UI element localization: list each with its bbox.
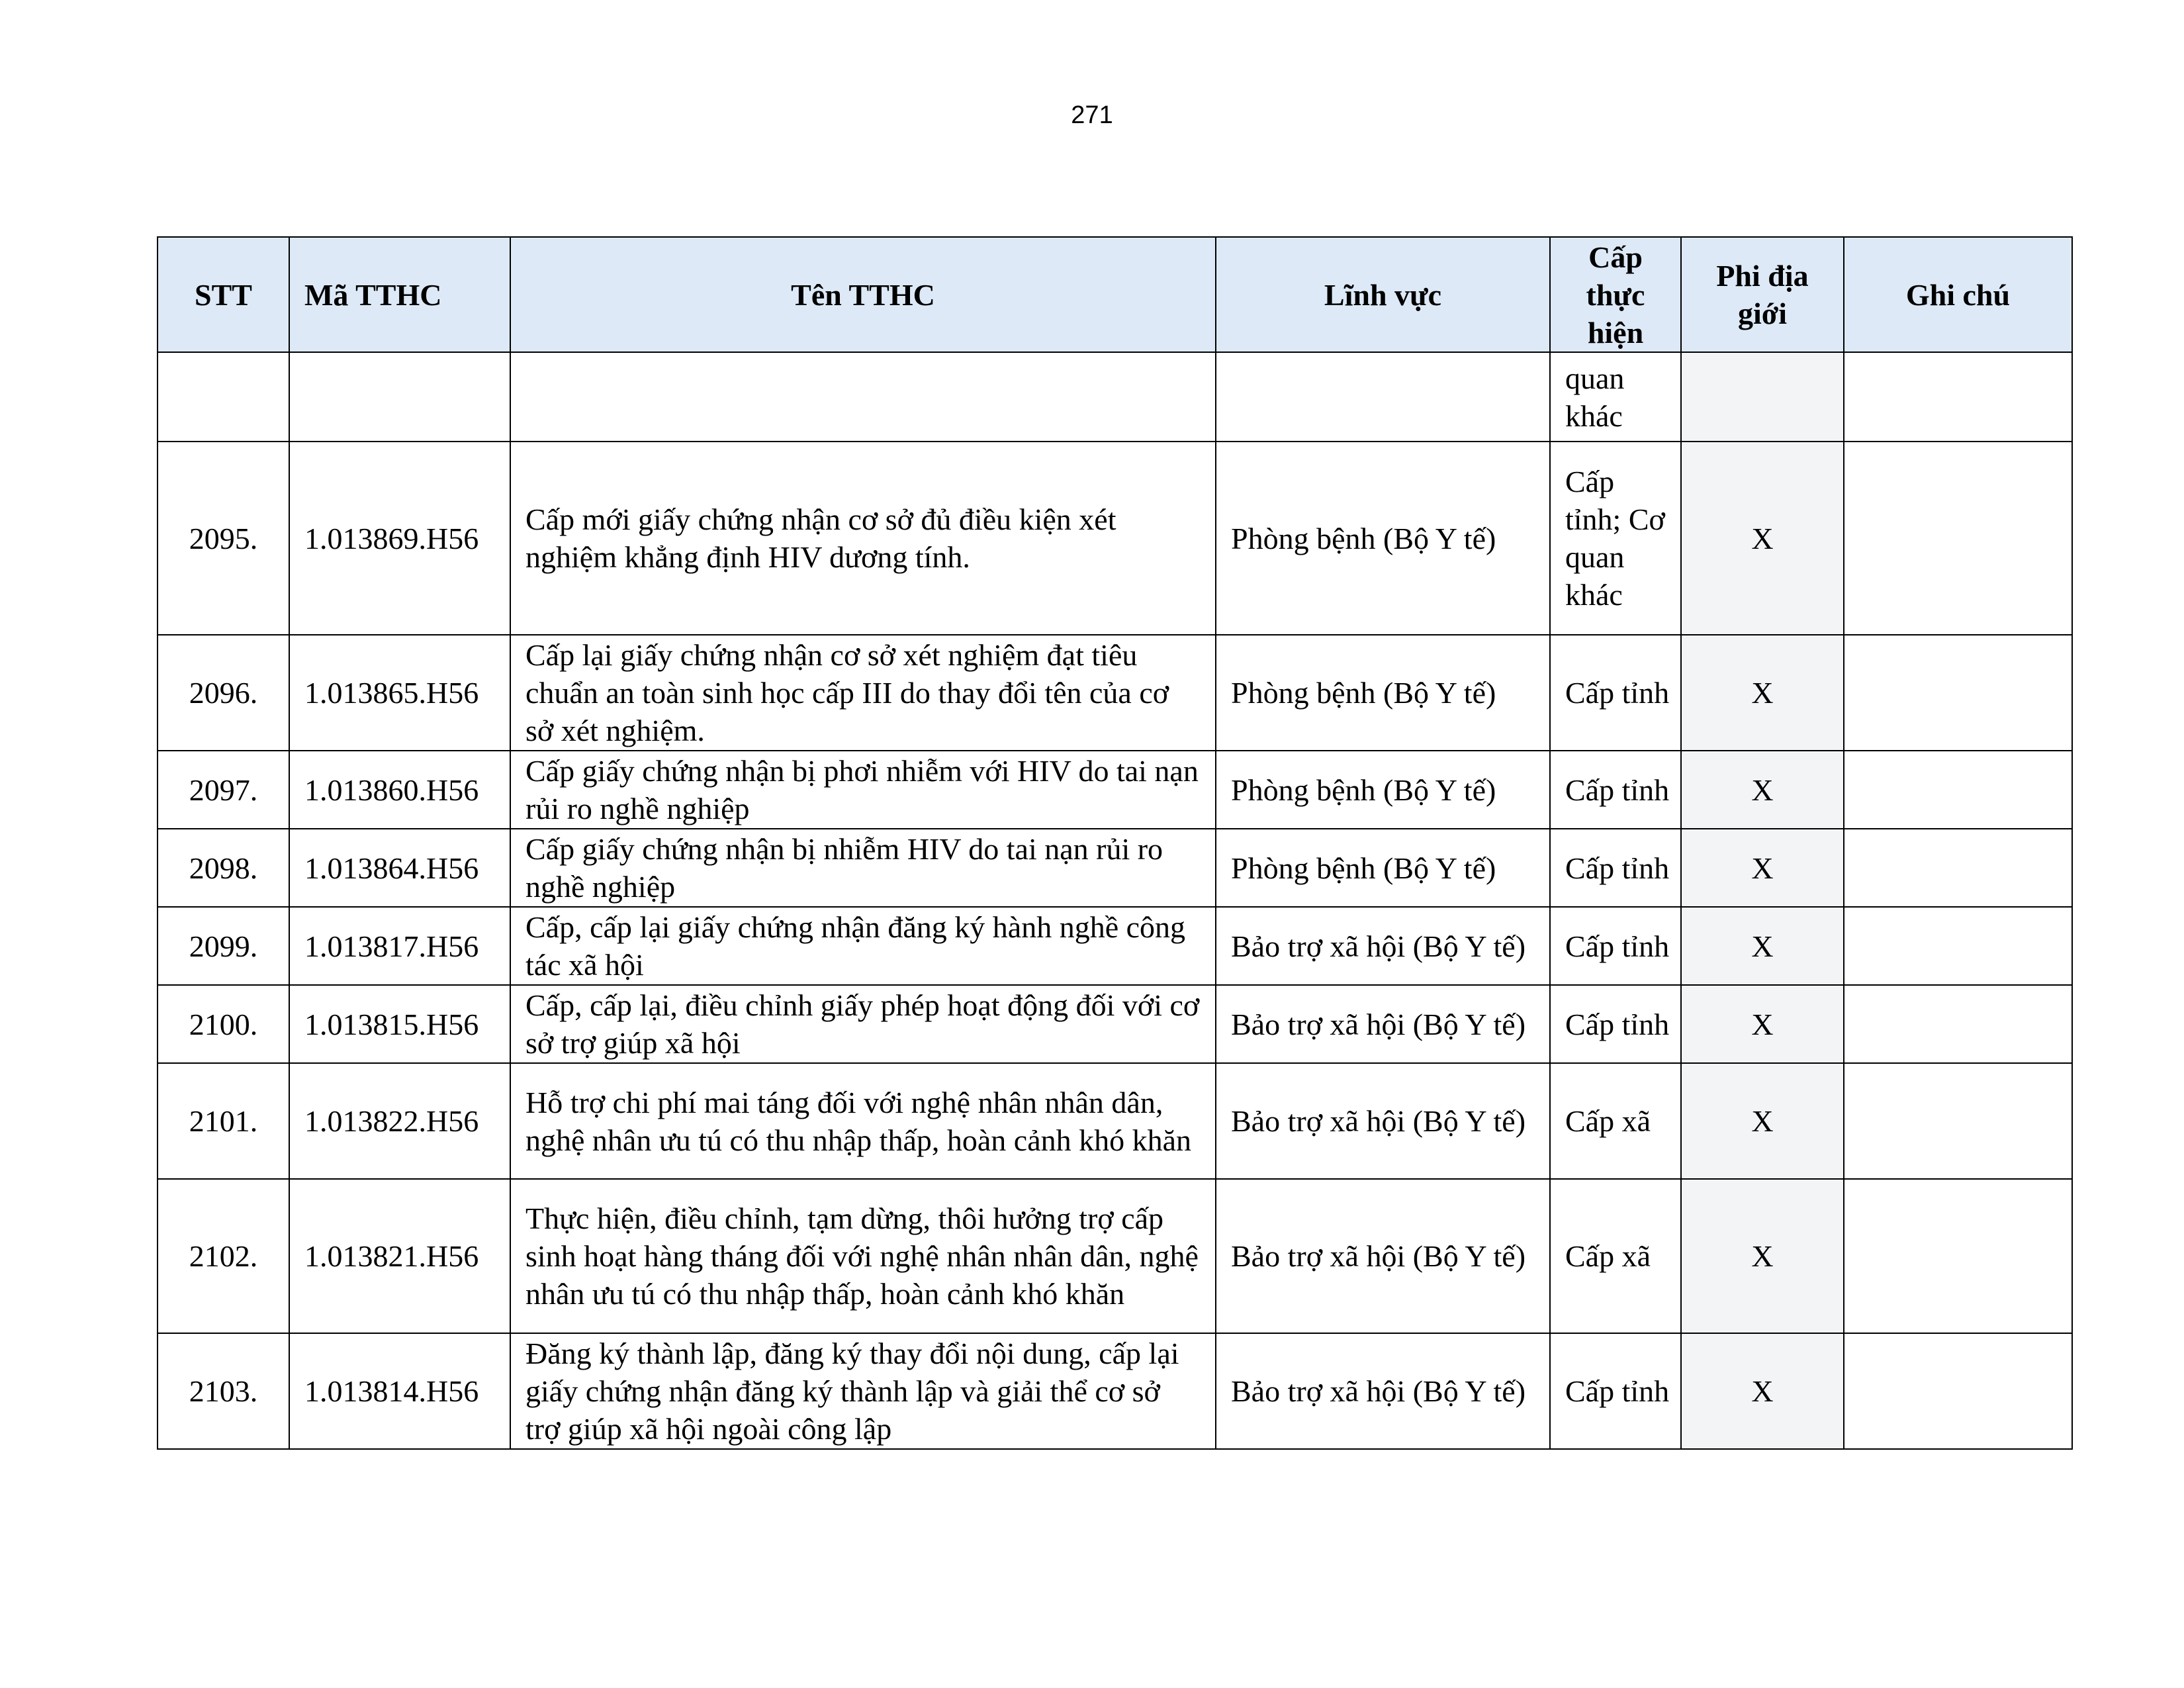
- cell-stt: 2101.: [158, 1063, 289, 1179]
- cell-linh-vuc: Bảo trợ xã hội (Bộ Y tế): [1216, 1333, 1550, 1449]
- table-row: [158, 907, 2072, 985]
- header-stt: STT: [158, 237, 289, 352]
- cell-ghi-chu: [1844, 1333, 2072, 1449]
- cell-stt: [158, 352, 289, 442]
- table-row: [158, 1063, 2072, 1179]
- cell-cap-thuc-hien: Cấp xã: [1550, 1063, 1681, 1179]
- cell-linh-vuc: Phòng bệnh (Bộ Y tế): [1216, 829, 1550, 907]
- cell-linh-vuc: Phòng bệnh (Bộ Y tế): [1216, 635, 1550, 751]
- cell-ma-tthc: 1.013814.H56: [289, 1333, 510, 1449]
- cell-cap-thuc-hien: Cấp xã: [1550, 1179, 1681, 1333]
- cell-linh-vuc: Bảo trợ xã hội (Bộ Y tế): [1216, 907, 1550, 985]
- cell-ghi-chu: [1844, 1179, 2072, 1333]
- cell-ten-tthc: Cấp, cấp lại, điều chỉnh giấy phép hoạt động đối với cơ sở trợ giúp xã hội: [510, 985, 1216, 1063]
- cell-ma-tthc: 1.013822.H56: [289, 1063, 510, 1179]
- cell-stt: 2102.: [158, 1179, 289, 1333]
- cell-cap-thuc-hien: Cấp tỉnh: [1550, 985, 1681, 1063]
- table-header-row: [158, 237, 2072, 352]
- cell-ma-tthc: 1.013869.H56: [289, 442, 510, 635]
- table-row: [158, 985, 2072, 1063]
- cell-ma-tthc: 1.013817.H56: [289, 907, 510, 985]
- cell-cap-thuc-hien: Cấp tỉnh: [1550, 1333, 1681, 1449]
- table-row: [158, 829, 2072, 907]
- header-ma-tthc: Mã TTHC: [289, 237, 510, 352]
- cell-ghi-chu: [1844, 907, 2072, 985]
- cell-ten-tthc: Thực hiện, điều chỉnh, tạm dừng, thôi hưởng trợ cấp sinh hoạt hàng tháng đối với nghệ nhân nhân dân, nghệ nhân ưu tú có thu nhập thấp, hoàn cảnh khó khăn: [510, 1179, 1216, 1333]
- cell-linh-vuc: Bảo trợ xã hội (Bộ Y tế): [1216, 985, 1550, 1063]
- cell-cap-thuc-hien: Cấp tỉnh; Cơ quan khác: [1550, 442, 1681, 635]
- cell-phi-dia-gioi: X: [1681, 907, 1844, 985]
- table-row: [158, 1333, 2072, 1449]
- cell-ghi-chu: [1844, 352, 2072, 442]
- cell-cap-thuc-hien: Cấp tỉnh: [1550, 635, 1681, 751]
- cell-cap-thuc-hien: quan khác: [1550, 352, 1681, 442]
- cell-stt: 2098.: [158, 829, 289, 907]
- cell-ma-tthc: 1.013860.H56: [289, 751, 510, 829]
- cell-linh-vuc: Bảo trợ xã hội (Bộ Y tế): [1216, 1063, 1550, 1179]
- cell-ghi-chu: [1844, 985, 2072, 1063]
- table-row: [158, 1179, 2072, 1333]
- header-ghi-chu: Ghi chú: [1844, 237, 2072, 352]
- cell-ghi-chu: [1844, 442, 2072, 635]
- cell-linh-vuc: Bảo trợ xã hội (Bộ Y tế): [1216, 1179, 1550, 1333]
- cell-stt: 2099.: [158, 907, 289, 985]
- cell-linh-vuc: Phòng bệnh (Bộ Y tế): [1216, 751, 1550, 829]
- procedures-table: [157, 236, 2073, 1450]
- cell-stt: 2100.: [158, 985, 289, 1063]
- cell-stt: 2097.: [158, 751, 289, 829]
- cell-ten-tthc: Cấp, cấp lại giấy chứng nhận đăng ký hành nghề công tác xã hội: [510, 907, 1216, 985]
- cell-phi-dia-gioi: X: [1681, 442, 1844, 635]
- cell-linh-vuc: Phòng bệnh (Bộ Y tế): [1216, 442, 1550, 635]
- cell-linh-vuc: [1216, 352, 1550, 442]
- table-row: [158, 442, 2072, 635]
- cell-phi-dia-gioi: [1681, 352, 1844, 442]
- cell-ma-tthc: [289, 352, 510, 442]
- cell-cap-thuc-hien: Cấp tỉnh: [1550, 751, 1681, 829]
- cell-ten-tthc: [510, 352, 1216, 442]
- header-cap-thuc-hien: Cấp thực hiện: [1550, 237, 1681, 352]
- cell-cap-thuc-hien: Cấp tỉnh: [1550, 907, 1681, 985]
- table-row: [158, 635, 2072, 751]
- cell-phi-dia-gioi: X: [1681, 635, 1844, 751]
- cell-ma-tthc: 1.013815.H56: [289, 985, 510, 1063]
- cell-ghi-chu: [1844, 635, 2072, 751]
- cell-ghi-chu: [1844, 751, 2072, 829]
- cell-ten-tthc: Đăng ký thành lập, đăng ký thay đổi nội dung, cấp lại giấy chứng nhận đăng ký thành lập và giải thể cơ sở trợ giúp xã hội ngoài công lập: [510, 1333, 1216, 1449]
- cell-ma-tthc: 1.013821.H56: [289, 1179, 510, 1333]
- cell-phi-dia-gioi: X: [1681, 985, 1844, 1063]
- cell-ma-tthc: 1.013865.H56: [289, 635, 510, 751]
- cell-stt: 2095.: [158, 442, 289, 635]
- header-linh-vuc: Lĩnh vực: [1216, 237, 1550, 352]
- page-number: 271: [1071, 101, 1113, 129]
- cell-phi-dia-gioi: X: [1681, 1333, 1844, 1449]
- cell-phi-dia-gioi: X: [1681, 1179, 1844, 1333]
- cell-ten-tthc: Cấp lại giấy chứng nhận cơ sở xét nghiệm đạt tiêu chuẩn an toàn sinh học cấp III do thay đổi tên của cơ sở xét nghiệm.: [510, 635, 1216, 751]
- cell-ten-tthc: Cấp giấy chứng nhận bị nhiễm HIV do tai nạn rủi ro nghề nghiệp: [510, 829, 1216, 907]
- cell-ten-tthc: Cấp mới giấy chứng nhận cơ sở đủ điều kiện xét nghiệm khẳng định HIV dương tính.: [510, 442, 1216, 635]
- cell-ghi-chu: [1844, 1063, 2072, 1179]
- table-row: [158, 751, 2072, 829]
- cell-ma-tthc: 1.013864.H56: [289, 829, 510, 907]
- header-phi-dia-gioi: Phi địa giới: [1681, 237, 1844, 352]
- cell-stt: 2096.: [158, 635, 289, 751]
- cell-ghi-chu: [1844, 829, 2072, 907]
- cell-phi-dia-gioi: X: [1681, 1063, 1844, 1179]
- table-row: [158, 352, 2072, 442]
- cell-ten-tthc: Cấp giấy chứng nhận bị phơi nhiễm với HIV do tai nạn rủi ro nghề nghiệp: [510, 751, 1216, 829]
- header-ten-tthc: Tên TTHC: [510, 237, 1216, 352]
- cell-cap-thuc-hien: Cấp tỉnh: [1550, 829, 1681, 907]
- cell-stt: 2103.: [158, 1333, 289, 1449]
- cell-phi-dia-gioi: X: [1681, 829, 1844, 907]
- cell-phi-dia-gioi: X: [1681, 751, 1844, 829]
- cell-ten-tthc: Hỗ trợ chi phí mai táng đối với nghệ nhân nhân dân, nghệ nhân ưu tú có thu nhập thấp, hoàn cảnh khó khăn: [510, 1063, 1216, 1179]
